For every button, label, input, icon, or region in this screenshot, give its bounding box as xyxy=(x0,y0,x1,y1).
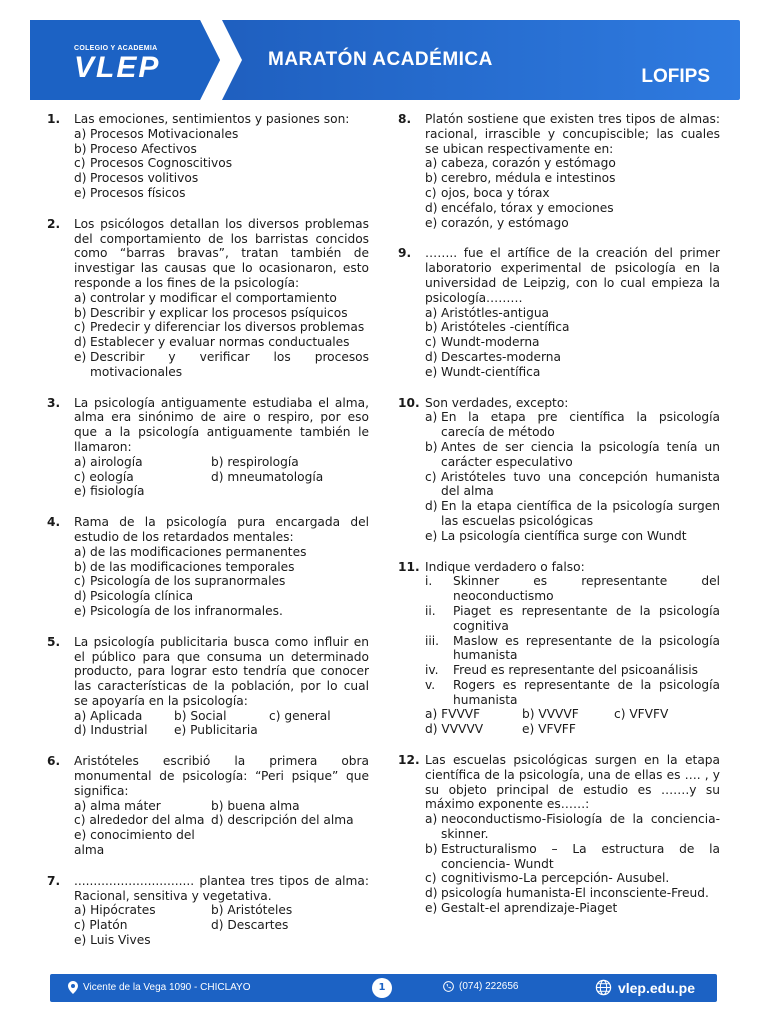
question-7 xyxy=(47,874,369,948)
option-a: a) neoconductismo-Fisiología de la conciencia- skinner. xyxy=(425,812,720,842)
questions-left-column xyxy=(47,112,369,964)
option-e: e) La psicología científica surge con Wundt xyxy=(425,528,687,543)
option-c: c) Wundt-moderna xyxy=(425,335,540,350)
option-b: b) de las modificaciones temporales xyxy=(74,559,295,574)
question-1 xyxy=(47,112,369,201)
brand-tagline: COLEGIO Y ACADEMIA xyxy=(74,45,158,52)
page-title: MARATÓN ACADÉMICA xyxy=(268,49,493,70)
question-text: Las escuelas psicológicas surgen en la etapa científica de la psicología, una de ellas es …. , y su objeto principal de estudio es …….y su máximo exponente es……: xyxy=(425,753,720,812)
option-b: b) Proceso Afectivos xyxy=(74,141,197,156)
options-grid xyxy=(74,799,369,858)
question-number: 1. xyxy=(47,112,61,126)
question-4 xyxy=(47,515,369,619)
options-grid xyxy=(74,455,369,499)
question-12 xyxy=(398,753,720,916)
question-text: Platón sostiene que existen tres tipos de almas: racional, irrascible y concupiscible; las cuales se ubican respectivamente en: xyxy=(425,112,720,156)
option-c: c) ojos, boca y tórax xyxy=(425,185,550,200)
option-c: c) Predecir y diferenciar los diversos problemas xyxy=(74,320,365,335)
question-text: La psicología antiguamente estudiaba el alma, alma era sinónimo de aire o respiro, por eso que a la psicología antiguamente también le llamaron: xyxy=(74,395,369,454)
option-e: e) Wundt-científica xyxy=(425,364,541,379)
option-e: e) conocimiento del alma xyxy=(74,828,195,858)
question-number: 2. xyxy=(47,216,61,231)
question-5 xyxy=(47,635,369,739)
option-d: d) descripción del alma xyxy=(211,813,354,828)
option-c: c) Platón xyxy=(74,918,128,933)
option-c: c) Psicología de los supranormales xyxy=(74,574,286,589)
statement-ii: ii. Piaget es representante de la psicología cognitiva xyxy=(425,603,720,633)
option-e: e) Psicología de los infranormales. xyxy=(74,603,283,618)
statement-iv: iv. Freud es representante del psicoanálisis xyxy=(425,663,698,678)
option-b: b) buena alma xyxy=(211,798,300,813)
option-a: a) alma máter xyxy=(74,798,161,813)
phone-icon xyxy=(443,981,454,992)
option-b: b) Aristóteles -científica xyxy=(425,320,570,335)
brand-logo-text: VLEP xyxy=(74,51,161,84)
question-text: Rama de la psicología pura encargada del estudio de los retardados mentales: xyxy=(74,515,369,544)
option-e: e) Describir y verificar los procesos motivacionales xyxy=(74,349,369,379)
option-a: a) cabeza, corazón y estómago xyxy=(425,156,616,171)
question-text: Son verdades, excepto: xyxy=(425,395,569,410)
footer-phone xyxy=(443,981,519,992)
question-text: Aristóteles escribió la primera obra monumental de psicología: “Peri psique” que significa: xyxy=(74,754,369,798)
option-a: a) En la etapa pre científica la psicología carecía de método xyxy=(425,410,720,440)
question-number: 7. xyxy=(47,873,61,888)
footer-website[interactable] xyxy=(595,979,695,996)
option-b: b) Antes de ser ciencia la psicología tenía un carácter especulativo xyxy=(425,439,720,469)
statement-i: i. Skinner es representante del neoconductismo xyxy=(425,574,720,604)
question-9 xyxy=(398,246,720,379)
option-a: a) airología xyxy=(74,454,143,469)
question-text: Los psicólogos detallan los diversos problemas del comportamiento de los barristas concidos como “barras bravas”, tratan también de investigar las causas que lo ocasionaron, esto responde a los fines de la psicología: xyxy=(74,216,369,290)
questions-right-column xyxy=(398,112,720,932)
question-2 xyxy=(47,217,369,380)
option-d: d) En la etapa científica de la psicología surgen las escuelas psicológicas xyxy=(425,499,720,528)
option-d: d) psicología humanista-El inconsciente-Freud. xyxy=(425,886,709,901)
question-text: …….. fue el artífice de la creación del primer laboratorio experimental de psicología en la universidad de Leipzig, con lo cual empieza la psicología……… xyxy=(425,246,720,305)
option-b: b) Describir y explicar los procesos psíquicos xyxy=(74,305,348,320)
option-d: d) Procesos volitivos xyxy=(74,171,199,186)
question-10 xyxy=(398,396,720,544)
option-c: c) Aristóteles tuvo una concepción humanista del alma xyxy=(425,469,720,499)
option-e: e) Publicitaria xyxy=(174,723,258,738)
question-number: 6. xyxy=(47,754,61,769)
website-text[interactable]: vlep.edu.pe xyxy=(617,979,695,996)
option-d: d) Industrial xyxy=(74,723,148,738)
option-c: c) general xyxy=(269,708,331,723)
question-text: La psicología publicitaria busca como influir en el público para que consuma un determinado producto, para lograr esto tendría que conocer las características de la población, por lo cual se apoyaría en la psicología: xyxy=(74,634,369,708)
page-number: 1 xyxy=(372,978,392,998)
option-c: c) alrededor del alma xyxy=(74,813,205,828)
option-b: b) Social xyxy=(174,708,227,723)
option-c: c) Procesos Cognoscitivos xyxy=(74,156,233,171)
option-a: a) controlar y modificar el comportamiento xyxy=(74,290,337,305)
option-c: c) eología xyxy=(74,469,134,484)
phone-text: (074) 222656 xyxy=(459,981,519,992)
question-number: 10. xyxy=(398,395,420,410)
option-c: c) cognitivismo-La percepción- Ausubel. xyxy=(425,871,670,886)
question-number: 9. xyxy=(398,246,412,261)
option-d: d) Establecer y evaluar normas conductuales xyxy=(74,335,350,350)
option-b: b) respirología xyxy=(211,454,299,469)
option-d: d) mneumatología xyxy=(211,469,324,484)
option-b: b) cerebro, médula e intestinos xyxy=(425,171,616,186)
option-e: e) VFVFF xyxy=(522,722,576,737)
question-6 xyxy=(47,754,369,858)
question-text: Indique verdadero o falso: xyxy=(425,559,585,574)
page-header xyxy=(30,20,740,100)
statement-v: v. Rogers es representante de la psicología humanista xyxy=(425,677,720,707)
option-d: d) Descartes-moderna xyxy=(425,349,561,364)
option-b: b) Estructuralismo – La estructura de la conciencia- Wundt xyxy=(425,841,720,871)
globe-icon xyxy=(595,979,612,996)
question-3 xyxy=(47,396,369,500)
option-e: e) fisiología xyxy=(74,484,145,499)
option-e: e) Gestalt-el aprendizaje-Piaget xyxy=(425,901,618,916)
options-grid xyxy=(425,707,720,737)
option-a: a) de las modificaciones permanentes xyxy=(74,544,307,559)
option-e: e) corazón, y estómago xyxy=(425,215,569,230)
question-number: 3. xyxy=(47,395,61,410)
option-e: e) Procesos físicos xyxy=(74,185,186,200)
option-e: e) Luis Vives xyxy=(74,933,151,948)
option-d: d) Descartes xyxy=(211,918,289,933)
location-pin-icon xyxy=(68,981,78,994)
option-d: d) encéfalo, tórax y emociones xyxy=(425,200,614,215)
page-footer xyxy=(50,974,717,1002)
option-d: d) VVVVV xyxy=(425,722,484,737)
question-number: 5. xyxy=(47,634,61,649)
question-text: Las emociones, sentimientos y pasiones son: xyxy=(74,112,350,126)
footer-address xyxy=(68,981,251,994)
option-a: a) Procesos Motivacionales xyxy=(74,126,239,141)
question-8 xyxy=(398,112,720,230)
question-number: 4. xyxy=(47,515,61,530)
question-number: 11. xyxy=(398,559,420,574)
question-number: 12. xyxy=(398,753,420,768)
option-a: a) Aristótles-antigua xyxy=(425,305,550,320)
statement-iii: iii. Maslow es representante de la psicología humanista xyxy=(425,633,720,663)
option-a: a) Aplicada xyxy=(74,708,143,723)
option-c: c) VFVFV xyxy=(614,707,669,722)
options-grid xyxy=(74,903,369,947)
address-text: Vicente de la Vega 1090 - CHICLAYO xyxy=(83,982,251,993)
question-11 xyxy=(398,560,720,738)
question-number: 8. xyxy=(398,112,412,126)
course-name: LOFIPS xyxy=(641,66,710,87)
options-grid xyxy=(74,709,369,739)
option-a: a) Hipócrates xyxy=(74,903,156,918)
option-a: a) FVVVF xyxy=(425,707,481,722)
question-text: ............................... plantea tres tipos de alma: Racional, sensitiva y vegetativa. xyxy=(74,873,369,903)
option-b: b) VVVVF xyxy=(522,707,579,722)
option-b: b) Aristóteles xyxy=(211,903,293,918)
option-d: d) Psicología clínica xyxy=(74,589,194,604)
